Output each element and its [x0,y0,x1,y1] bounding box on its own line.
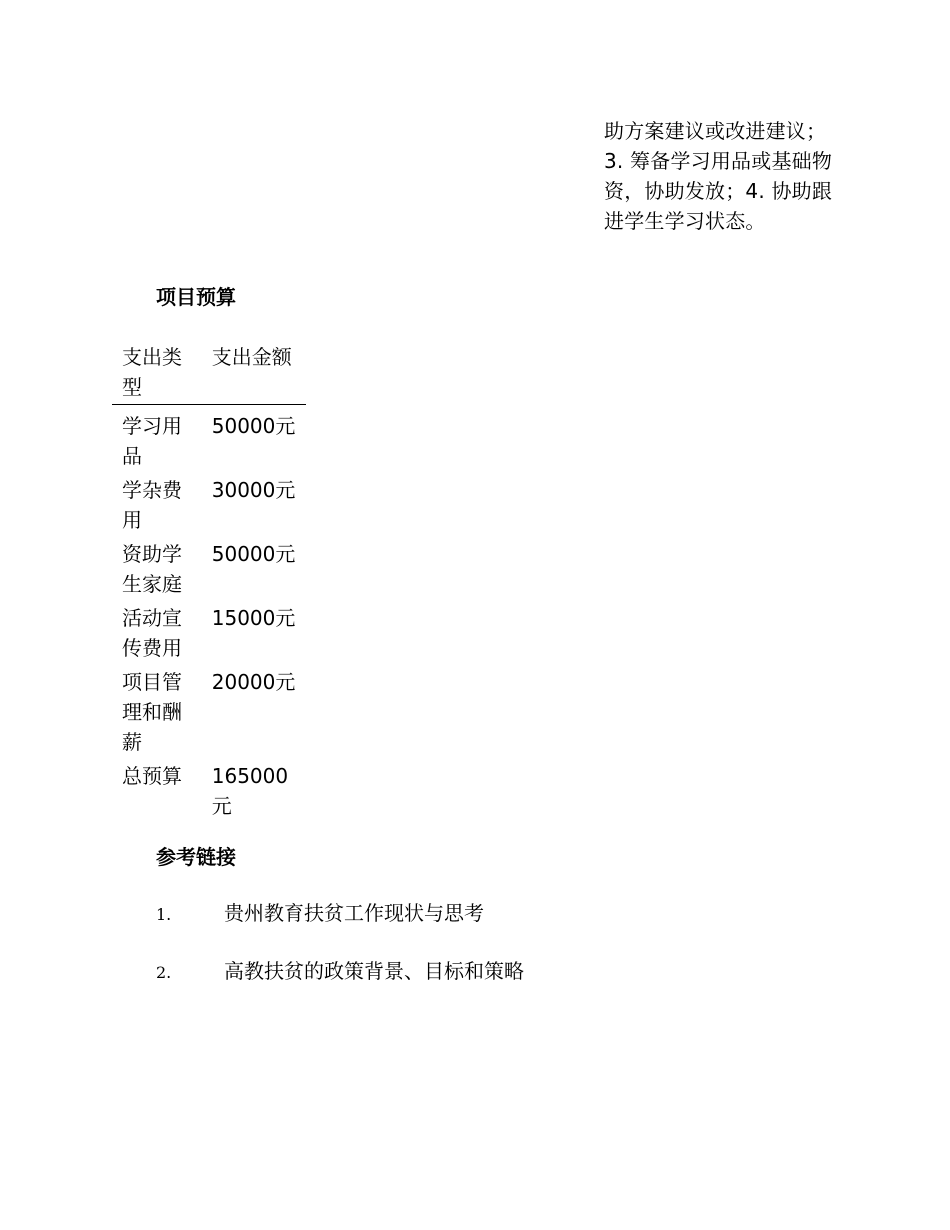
table-row [112,599,306,663]
expense-amount: 15000元 [211,606,296,630]
expense-amount: 20000元 [211,670,296,694]
expense-amount: 50000元 [211,414,296,438]
expense-amount: 165000元 [211,764,289,818]
expense-amount: 50000元 [211,542,296,566]
list-item [156,953,524,1011]
expense-amount: 30000元 [211,478,296,502]
reference-number: 2. [156,963,172,982]
reference-number: 1. [156,905,172,924]
budget-heading: 项目预算 [156,285,236,309]
expense-type: 项目管理和酬薪 [122,670,182,754]
continued-paragraph: 助方案建议或改进建议；3. 筹备学习用品或基础物资，协助发放；4. 协助跟进学生学习状态。 [604,119,833,233]
table-row [112,471,306,535]
table-row [112,663,306,757]
table-row-total [112,757,306,821]
expense-type: 学习用品 [122,414,182,468]
reference-link[interactable]: 贵州教育扶贫工作现状与思考 [224,901,484,925]
table-row [112,535,306,599]
expense-type: 资助学生家庭 [122,542,182,596]
table-row [112,405,306,472]
reference-list [156,895,524,1011]
budget-table [112,342,306,821]
column-header-type: 支出类型 [112,342,212,405]
expense-type: 总预算 [122,764,182,788]
table-header-row [112,342,306,405]
expense-type: 学杂费用 [122,478,182,532]
expense-type: 活动宣传费用 [122,606,182,660]
references-heading: 参考链接 [156,845,236,869]
reference-link[interactable]: 高教扶贫的政策背景、目标和策略 [224,959,524,983]
list-item [156,895,524,953]
column-header-amount: 支出金额 [212,342,306,405]
